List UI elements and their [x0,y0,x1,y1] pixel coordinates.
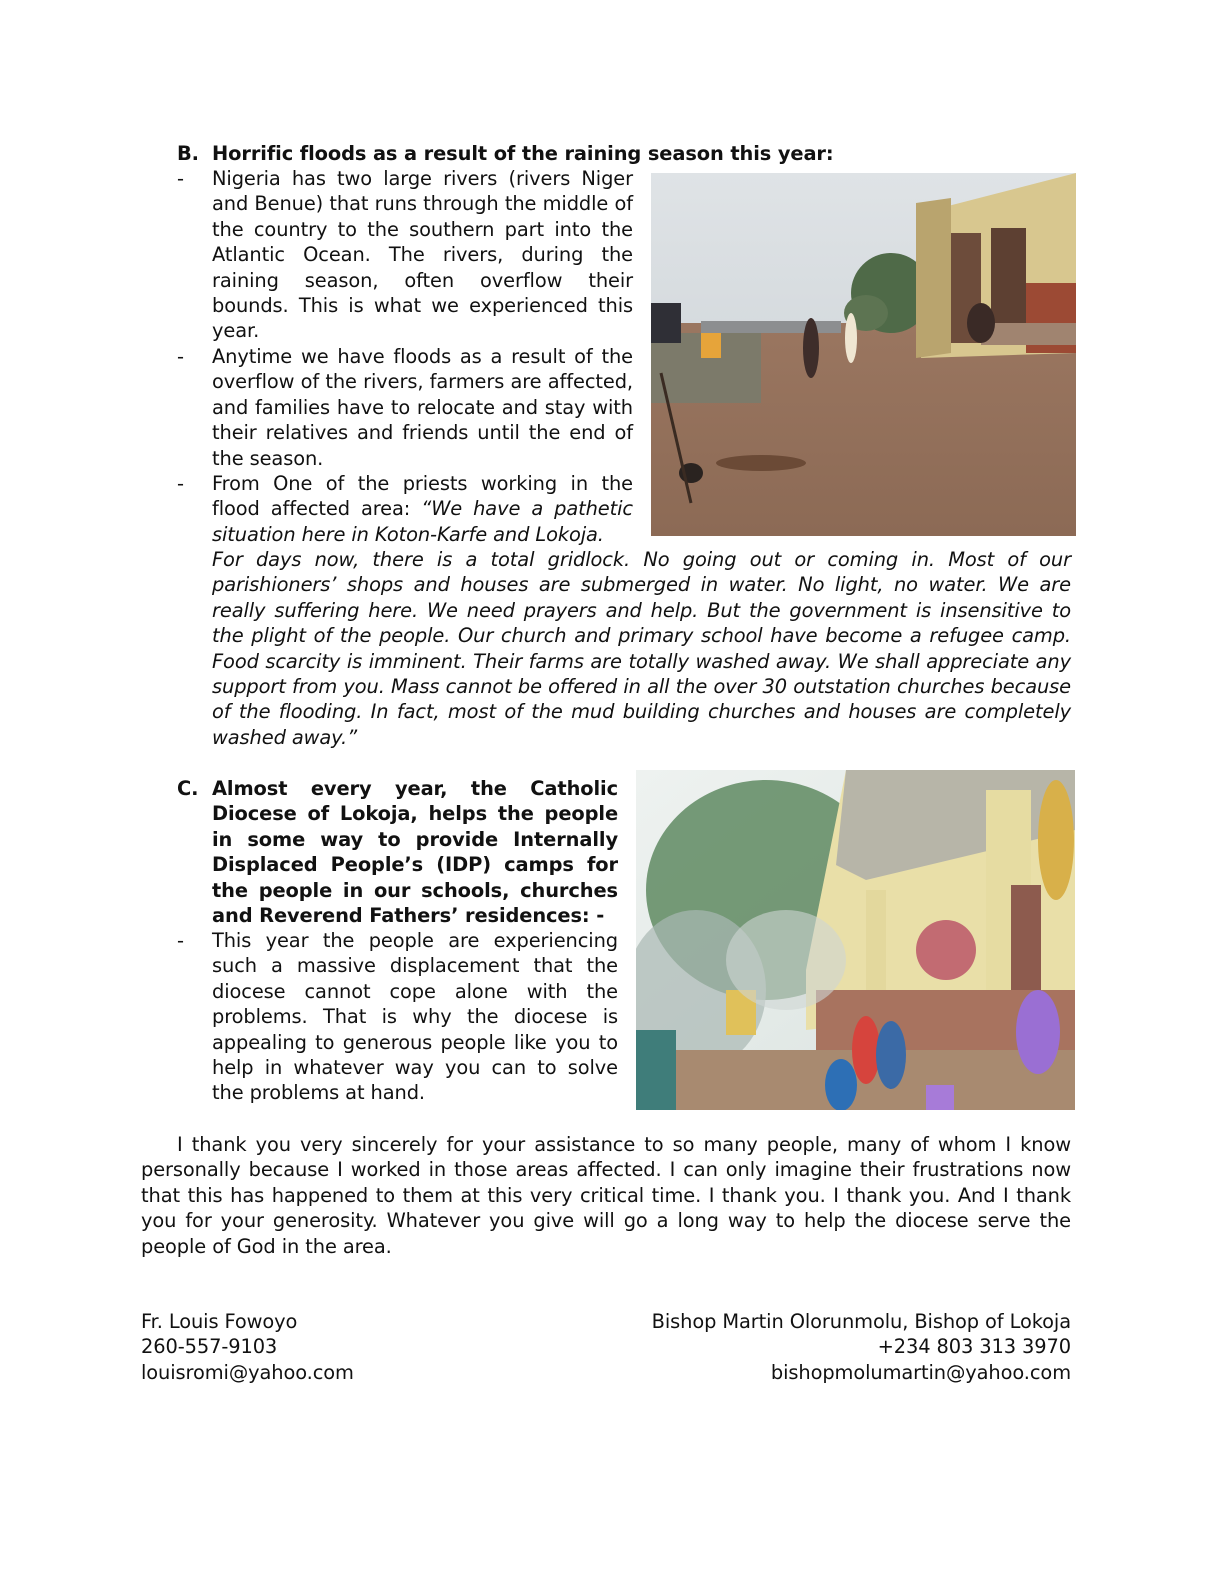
signatory-name: Fr. Louis Fowoyo [141,1310,298,1333]
flood-camp-photo [651,173,1076,536]
idp-camp-photo-image [636,770,1075,1110]
closing-paragraph: I thank you very sincerely for your assistance to so many people, many of whom I know personally because I worked in those areas affected. I can only imagine their frustrations now that this has happened to them at this very critical time. I thank you. I thank you. And I thank you for your generosity. Whatever you give will go a long way to help the diocese serve the people of God in the area. [141,1133,1071,1258]
flood-camp-photo-image [651,173,1076,536]
section-b-bullet-floods: Anytime we have floods as a result of the overflow of the rivers, farmers are affected, and families have to relocate and stay with their relatives and friends until the end of the season. [212,345,633,470]
bullet-marker: - [177,472,184,495]
priest-quote-start: “We have a pathetic situation here in Koton-Karfe and Lokoja. [212,497,633,546]
bullet-marker: - [177,167,184,190]
section-b-letter: B. [177,142,199,165]
signature-right [652,1309,1071,1385]
signatory-email[interactable]: bishopmolumartin@yahoo.com [770,1360,1071,1384]
signatory-phone: +234 803 313 3970 [877,1335,1071,1359]
section-b-heading: Horrific floods as a result of the raining season this year: [212,142,834,165]
section-c-letter: C. [177,777,199,800]
section-b-bullet-rivers: Nigeria has two large rivers (rivers Niger and Benue) that runs through the middle of the country to the southern part into the Atlantic Ocean. The rivers, during the raining season, often overflow their bounds. This is what we experienced this year. [212,167,633,343]
signatory-email[interactable]: louisromi@yahoo.com [141,1360,354,1384]
signature-left [141,1309,354,1385]
section-c-heading: Almost every year, the Catholic Diocese of Lokoja, helps the people in some way to provide Internally Displaced People’s (IDP) camps for the people in our schools, churches and Reverend Fathers’ residences: - [212,777,618,928]
idp-camp-photo [636,770,1075,1110]
bullet-marker: - [177,929,184,952]
section-c-bullet-displacement: This year the people are experiencing such a massive displacement that the diocese cannot cope alone with the problems. That is why the diocese is appealing to generous people like you to help in whatever way you can to solve the problems at hand. [212,929,618,1105]
priest-quote-continued: For days now, there is a total gridlock. No going out or coming in. Most of our parishioners’ shops and houses are submerged in water. No light, no water. We are really suffering here. We need prayers and help. But the government is insensitive to the plight of the people. Our church and primary school have become a refugee camp. Food scarcity is imminent. Their farms are totally washed away. We shall appreciate any support from you. Mass cannot be offered in all the over 30 outstation churches because of the flooding. In fact, most of the mud building churches and houses are completely washed away.” [212,548,1071,749]
priest-intro-text: From One of the priests working in the flood affected area: [212,472,633,521]
bullet-marker: - [177,345,184,368]
signatory-phone: 260-557-9103 [141,1335,278,1359]
signatory-name: Bishop Martin Olorunmolu, Bishop of Lokoja [651,1310,1071,1333]
section-b-bullet-priest-intro [212,471,633,547]
